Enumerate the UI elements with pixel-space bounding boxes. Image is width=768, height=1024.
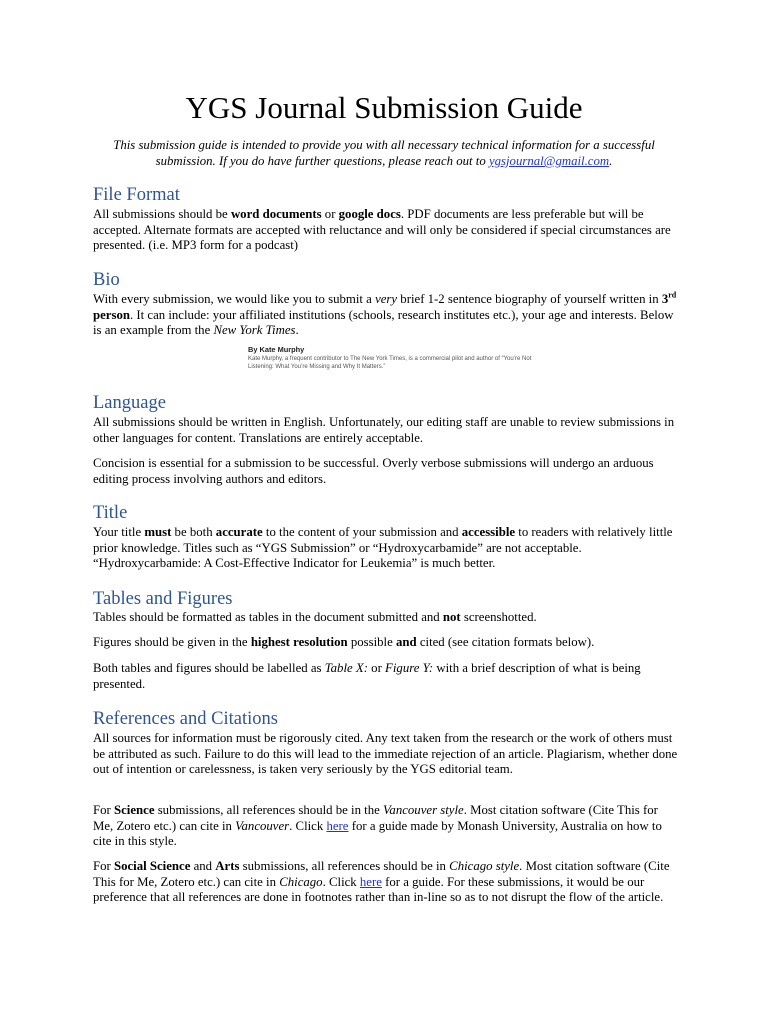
document-title: YGS Journal Submission Guide — [185, 90, 583, 125]
text-run: to readers with relatively little prior knowledge. Titles such as “YGS Submission” or “Hydroxycarbamide” are not acceptable. “Hydroxycarbamide: A Cost-Effective Indicator for Leukemia” is much better. — [93, 525, 673, 570]
text-run: accessible — [461, 525, 516, 539]
text-run: Both tables and figures should be labelled as — [93, 661, 325, 675]
text-run: Figures should be given in the — [93, 635, 251, 649]
text-run: must — [144, 525, 172, 539]
link[interactable]: here — [326, 818, 349, 833]
language-paragraph-1 — [93, 415, 678, 446]
text-run: This submission guide is intended to provide you with all necessary technical information for a successful submission. If you do have further questions, please reach out to — [113, 138, 655, 168]
text-run: All submissions should be — [93, 207, 231, 221]
labelling-paragraph — [93, 661, 678, 692]
text-run: or — [321, 207, 339, 221]
text-run: to the content of your submission and — [262, 525, 462, 539]
text-run: . Click — [322, 874, 360, 889]
text-run: Vancouver style — [383, 803, 464, 817]
text-run: Table X: — [324, 661, 368, 675]
references-science-paragraph — [93, 803, 678, 850]
text-run: be both — [171, 525, 216, 539]
text-run: For — [93, 803, 114, 817]
bio-paragraph — [93, 292, 678, 339]
text-run: . Click — [289, 818, 327, 833]
text-run: or — [367, 661, 386, 675]
text-run: with a brief description of what is being presented. — [93, 661, 641, 691]
text-run: . PDF documents are less preferable but will be accepted. Alternate formats are accepted with reluctance and will only be considered if special circumstances are presented. (i.e. MP3 form for a podcast) — [93, 207, 671, 252]
text-run: submissions, all references should be in — [239, 859, 450, 873]
text-run: Figure Y: — [385, 661, 434, 675]
text-run: Arts — [215, 859, 240, 873]
heading-bio: Bio — [93, 270, 120, 290]
bio-example-image — [248, 345, 538, 371]
text-run: Science — [113, 803, 155, 817]
text-run: With every submission, we would like you to submit a — [93, 292, 376, 306]
text-run: All sources for information must be rigorously cited. Any text taken from the research or the work of others must be attributed as such. Failure to do this will lead to the immediate rejection of an article. Plagiarism, whether done out of intention or carelessness, is taken very seriously by the YGS editorial team. — [93, 731, 678, 776]
text-run: person — [93, 307, 130, 322]
text-run: and — [190, 859, 216, 873]
text-run: and — [396, 635, 417, 649]
text-run: . Most citation software (Cite This for Me, Zotero etc.) can cite in — [93, 803, 658, 833]
references-paragraph-1 — [93, 731, 678, 778]
text-run: Tables should be formatted as tables in the document submitted and — [93, 610, 443, 624]
text-run: . It can include: your affiliated institutions (schools, research institutes etc.), your age and interests. Below is an example from the — [93, 307, 674, 337]
bio-example-author: By Kate Murphy — [248, 345, 305, 354]
file-format-paragraph — [93, 207, 678, 254]
text-run: highest resolution — [250, 635, 348, 649]
text-run: Chicago — [279, 874, 323, 889]
text-run: New York Times — [213, 323, 296, 337]
text-run: word documents — [230, 207, 322, 221]
text-run: rd — [668, 290, 677, 300]
text-run: screenshotted. — [460, 610, 537, 624]
text-run: . Most citation software (Cite This for Me, Zotero etc.) can cite in — [93, 859, 670, 889]
text-run: 3 — [661, 292, 669, 306]
text-run: . — [609, 154, 613, 168]
text-run: All submissions should be written in English. Unfortunately, our editing staff are unable to review submissions in other languages for content. Translations are entirely acceptable. — [93, 415, 675, 445]
text-run: . — [295, 323, 299, 337]
language-paragraph-2 — [93, 456, 678, 487]
heading-file-format: File Format — [93, 185, 180, 205]
heading-language: Language — [93, 393, 166, 413]
text-run: For — [93, 859, 114, 873]
intro-paragraph — [93, 137, 675, 169]
text-run: Your title — [93, 525, 145, 539]
heading-title: Title — [93, 503, 128, 523]
text-run: for a guide made by Monash University, Australia on how to cite in this style. — [93, 818, 662, 848]
text-run: accurate — [215, 525, 263, 539]
text-run: submissions, all references should be in the — [154, 803, 384, 817]
title-paragraph — [93, 525, 678, 572]
text-run: Vancouver — [235, 818, 290, 833]
text-run: Concision is essential for a submission to be successful. Overly verbose submissions will undergo an arduous editing process involving authors and editors. — [93, 456, 654, 486]
text-run: Social Science — [113, 859, 191, 873]
text-run: for a guide. For these submissions, it would be our preference that all references are done in footnotes rather than in-line so as to not disrupt the flow of the article. — [93, 874, 664, 904]
bio-example-description: Kate Murphy, a frequent contributor to The New York Times, is a commercial pilot and author of “You’re Not Listening: What You’re Missing and Why It Matters.” — [248, 356, 532, 370]
text-run: cited (see citation formats below). — [416, 635, 595, 649]
text-run: possible — [347, 635, 396, 649]
text-run: not — [442, 610, 461, 624]
text-run: very — [375, 292, 398, 306]
figures-paragraph — [93, 635, 678, 651]
heading-tables-figures: Tables and Figures — [93, 589, 233, 609]
tables-paragraph — [93, 610, 678, 626]
text-run: brief 1-2 sentence biography of yourself written in — [397, 292, 662, 306]
link[interactable]: here — [359, 874, 382, 889]
text-run: Chicago style — [449, 859, 520, 873]
references-social-science-paragraph — [93, 859, 678, 906]
link[interactable]: ygsjournal@gmail.com — [488, 154, 610, 168]
text-run: google docs — [338, 207, 401, 221]
heading-references: References and Citations — [93, 709, 278, 729]
